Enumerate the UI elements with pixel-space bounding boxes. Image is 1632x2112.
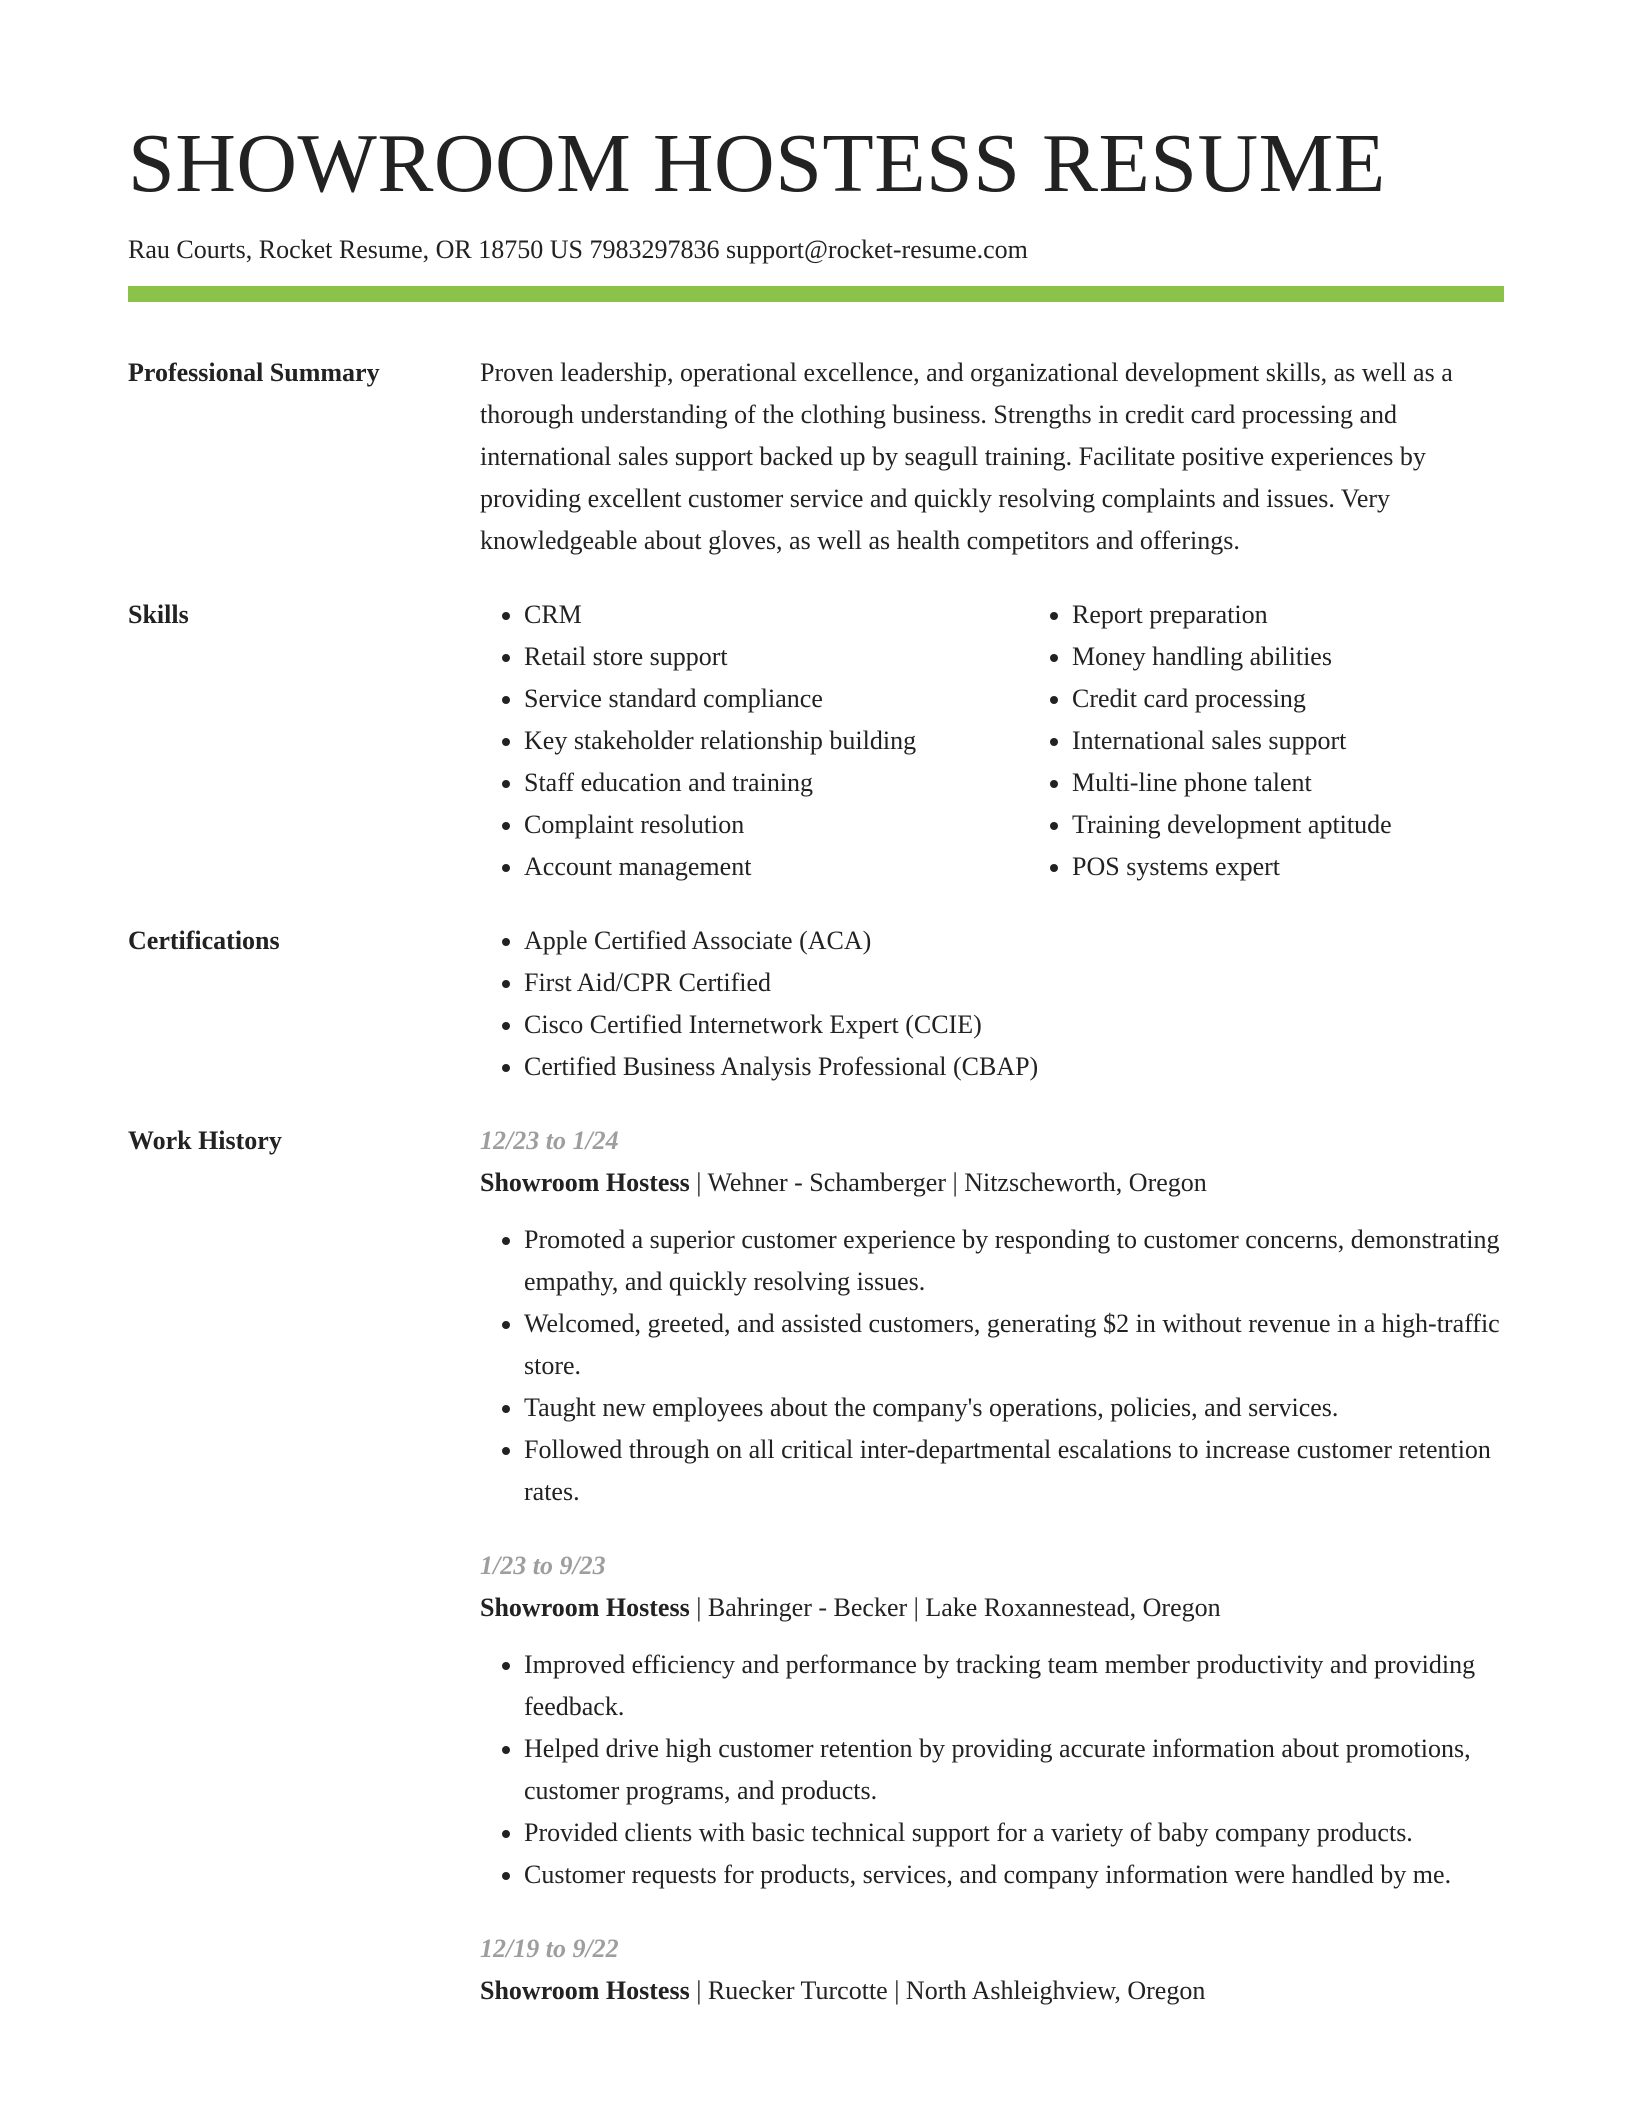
certification-item: • Certified Business Analysis Professional (CBAP) bbox=[524, 1046, 1504, 1088]
job-heading bbox=[480, 1970, 1504, 2012]
skill-item: • Account management bbox=[524, 846, 1028, 888]
skill-item: • Training development aptitude bbox=[1072, 804, 1576, 846]
skill-item: • Report preparation bbox=[1072, 594, 1576, 636]
section-label-skills: Skills bbox=[128, 600, 189, 630]
certification-item: • Cisco Certified Internetwork Expert (CCIE) bbox=[524, 1004, 1504, 1046]
resume-title: SHOWROOM HOSTESS RESUME bbox=[128, 117, 1386, 210]
job-heading bbox=[480, 1162, 1504, 1204]
job-bullet: • Welcomed, greeted, and assisted customers, generating $2 in without revenue in a high-traffic store. bbox=[524, 1303, 1504, 1387]
skill-item: • Complaint resolution bbox=[524, 804, 1028, 846]
skills-section bbox=[128, 594, 1504, 888]
header-divider bbox=[128, 286, 1504, 302]
skill-item: • POS systems expert bbox=[1072, 846, 1576, 888]
skills-list-right bbox=[1028, 594, 1576, 888]
skill-item: • Multi-line phone talent bbox=[1072, 762, 1576, 804]
job-bullet: • Promoted a superior customer experience by responding to customer concerns, demonstrating empathy, and quickly resolving issues. bbox=[524, 1219, 1504, 1303]
skill-item: • Service standard compliance bbox=[524, 678, 1028, 720]
work-history-body bbox=[480, 1120, 1504, 2012]
job-bullet: • Followed through on all critical inter-departmental escalations to increase customer retention rates. bbox=[524, 1429, 1504, 1513]
job-title: Showroom Hostess bbox=[480, 1168, 690, 1198]
certifications-list bbox=[480, 920, 1504, 1088]
skills-list-left bbox=[480, 594, 1028, 888]
skill-item: • Key stakeholder relationship building bbox=[524, 720, 1028, 762]
skills-columns bbox=[480, 594, 1576, 888]
section-label-certifications: Certifications bbox=[128, 926, 280, 956]
certifications-body bbox=[480, 920, 1504, 1088]
job-details: | Bahringer - Becker | Lake Roxannestead, Oregon bbox=[689, 1593, 1221, 1623]
job-dates: 1/23 to 9/23 bbox=[480, 1551, 606, 1581]
certification-item: • First Aid/CPR Certified bbox=[524, 962, 1504, 1004]
summary-section bbox=[128, 352, 1504, 562]
skill-item: • Credit card processing bbox=[1072, 678, 1576, 720]
skill-item: • Retail store support bbox=[524, 636, 1028, 678]
job-bullet: • Taught new employees about the company's operations, policies, and services. bbox=[524, 1387, 1504, 1429]
job-details: | Wehner - Schamberger | Nitzscheworth, Oregon bbox=[689, 1168, 1207, 1198]
section-label-work-history: Work History bbox=[128, 1126, 282, 1156]
summary-text: Proven leadership, operational excellence, and organizational development skills, as well as a thorough understanding of the clothing business. Strengths in credit card processing and international sales support backed up by seagull training. Facilitate positive experiences by providing excellent customer service and quickly resolving complaints and issues. Very knowledgeable about gloves, as well as health competitors and offerings. bbox=[480, 358, 1453, 556]
job-bullets bbox=[480, 1219, 1504, 1513]
job-bullet: • Customer requests for products, services, and company information were handled by me. bbox=[524, 1854, 1504, 1896]
job-dates: 12/19 to 9/22 bbox=[480, 1934, 619, 1964]
job-dates: 12/23 to 1/24 bbox=[480, 1126, 619, 1156]
job-bullets bbox=[480, 1644, 1504, 1896]
job-bullet: • Provided clients with basic technical support for a variety of baby company products. bbox=[524, 1812, 1504, 1854]
job-entry bbox=[480, 1545, 1504, 1896]
job-bullet: • Helped drive high customer retention by providing accurate information about promotions, customer programs, and products. bbox=[524, 1728, 1504, 1812]
job-bullet: • Improved efficiency and performance by tracking team member productivity and providing feedback. bbox=[524, 1644, 1504, 1728]
job-details: | Ruecker Turcotte | North Ashleighview, Oregon bbox=[689, 1976, 1206, 2006]
contact-line: Rau Courts, Rocket Resume, OR 18750 US 7983297836 support@rocket-resume.com bbox=[128, 235, 1028, 264]
section-label-summary: Professional Summary bbox=[128, 358, 380, 388]
job-heading bbox=[480, 1587, 1504, 1629]
skill-item: • CRM bbox=[524, 594, 1028, 636]
skill-item: • Staff education and training bbox=[524, 762, 1028, 804]
certification-item: • Apple Certified Associate (ACA) bbox=[524, 920, 1504, 962]
certifications-section bbox=[128, 920, 1504, 1088]
skill-item: • International sales support bbox=[1072, 720, 1576, 762]
work-history-section bbox=[128, 1120, 1504, 2012]
job-title: Showroom Hostess bbox=[480, 1976, 690, 2006]
job-title: Showroom Hostess bbox=[480, 1593, 690, 1623]
job-entry bbox=[480, 1928, 1504, 2012]
job-entry bbox=[480, 1120, 1504, 1513]
skill-item: • Money handling abilities bbox=[1072, 636, 1576, 678]
